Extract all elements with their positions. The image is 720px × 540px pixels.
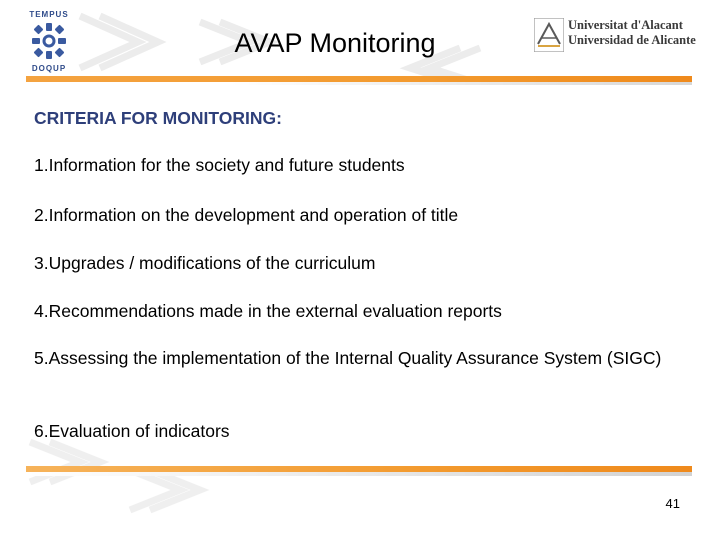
page-number: 41	[665, 496, 680, 511]
criteria-item: 6.Evaluation of indicators	[34, 421, 230, 441]
criteria-item: 5.Assessing the implementation of the Internal Quality Assurance System (SIGC)	[34, 348, 662, 368]
slide-title: AVAP Monitoring	[234, 28, 436, 58]
university-emblem-icon	[534, 18, 564, 52]
university-name-valencian: Universitat d'Alacant	[568, 18, 683, 32]
tempus-logo-bottom-text: DOQUP	[31, 64, 67, 73]
university-name	[568, 18, 696, 48]
criteria-item: 4.Recommendations made in the external evaluation reports	[34, 301, 502, 321]
criteria-heading: CRITERIA FOR MONITORING:	[34, 108, 282, 128]
header-divider-shadow	[230, 82, 692, 85]
university-name-spanish: Universidad de Alicante	[568, 33, 696, 47]
criteria-item: 2.Information on the development and operation of title	[34, 205, 459, 225]
decorative-arrows-bottom	[20, 436, 220, 516]
footer-divider-shadow	[26, 472, 692, 476]
university-alicante-logo	[534, 16, 694, 56]
tempus-logo	[26, 10, 72, 76]
criteria-item: 3.Upgrades / modifications of the curriculum	[34, 253, 376, 273]
criteria-item: 1.Information for the society and future students	[34, 155, 405, 175]
tempus-logo-top-text: TEMPUS	[29, 10, 69, 19]
tempus-emblem-icon	[32, 22, 66, 60]
